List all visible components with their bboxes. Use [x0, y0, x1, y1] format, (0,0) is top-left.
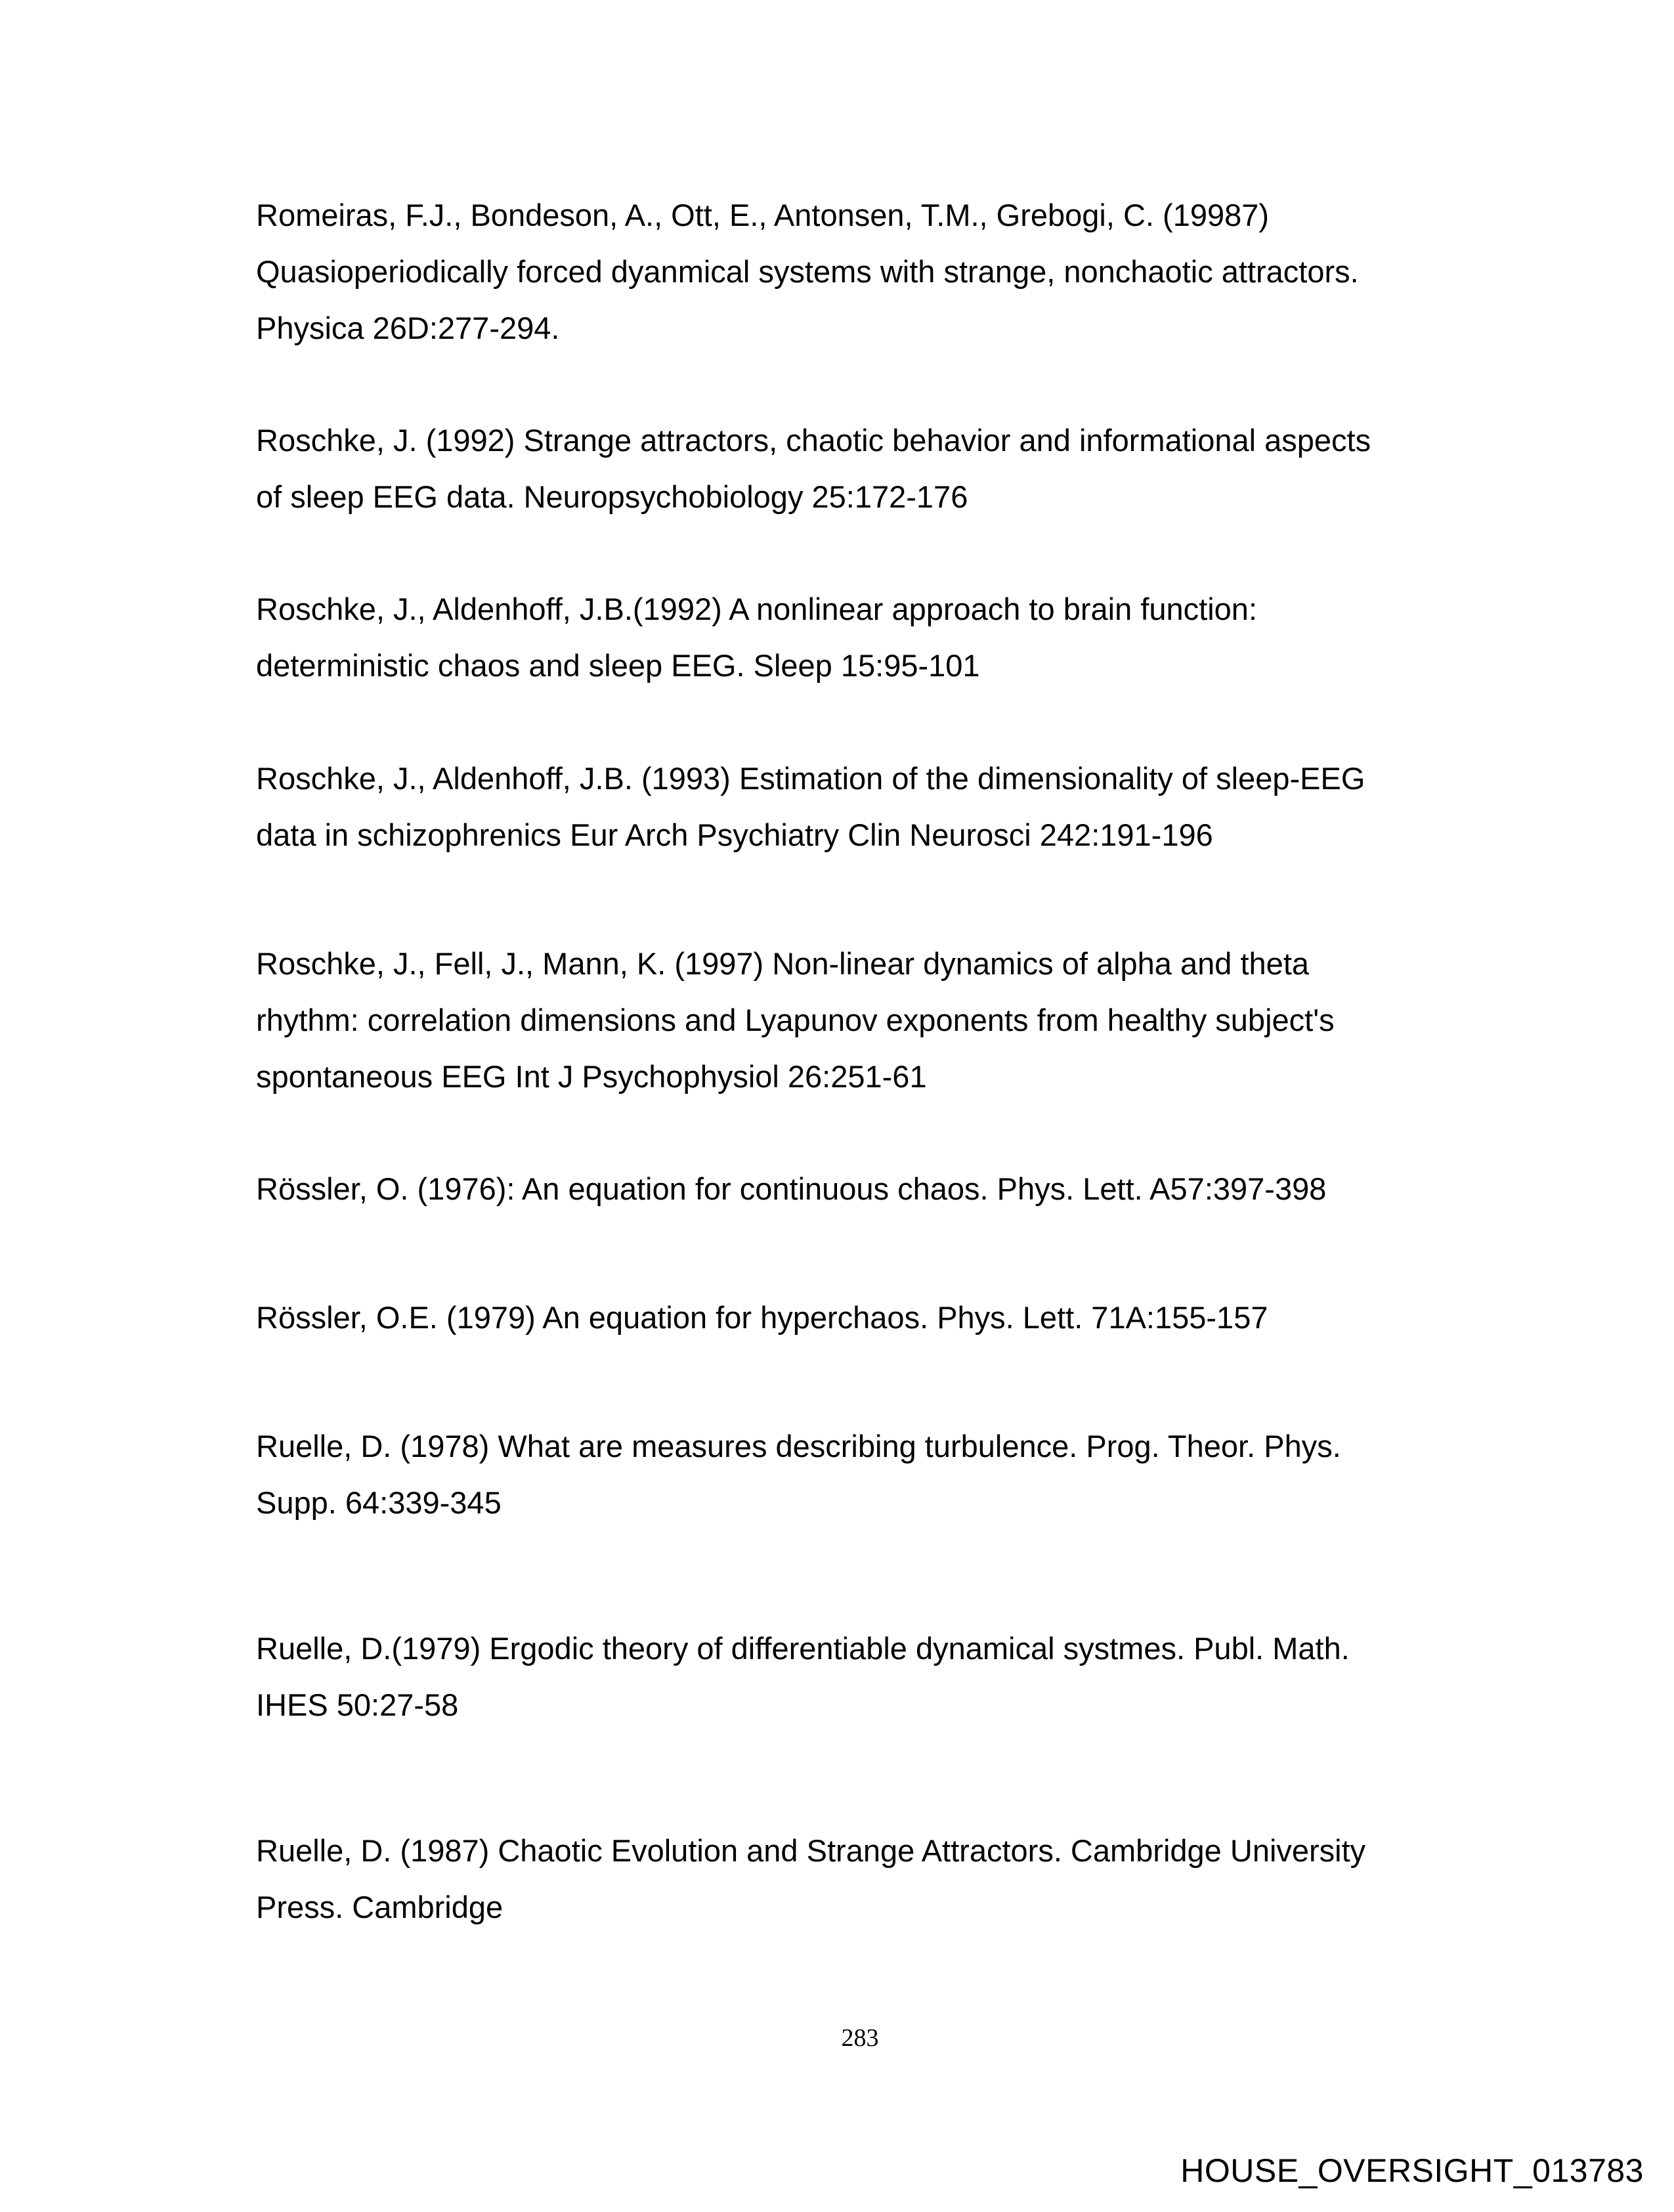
reference-entry: Ruelle, D.(1979) Ergodic theory of differentiable dynamical systmes. Publ. Math. IHES 50:27-58 — [256, 1631, 1350, 1722]
reference-entry: Ruelle, D. (1987) Chaotic Evolution and Strange Attractors. Cambridge University Press. Cambridge — [256, 1833, 1366, 1924]
bates-number: HOUSE_OVERSIGHT_013783 — [1180, 2152, 1644, 2189]
reference-entry: Roschke, J., Aldenhoff, J.B. (1993) Estimation of the dimensionality of sleep-EEG data in schizophrenics Eur Arch Psychiatry Clin Neurosci 242:191-196 — [256, 761, 1365, 852]
reference-entry: Roschke, J., Aldenhoff, J.B.(1992) A nonlinear approach to brain function: deterministic chaos and sleep EEG. Sleep 15:95-101 — [256, 592, 1257, 683]
reference-entry: Ruelle, D. (1978) What are measures describing turbulence. Prog. Theor. Phys. Supp. 64:339-345 — [256, 1429, 1341, 1520]
reference-entry: Rössler, O.E. (1979) An equation for hyperchaos. Phys. Lett. 71A:155-157 — [256, 1300, 1268, 1335]
reference-entry: Romeiras, F.J., Bondeson, A., Ott, E., Antonsen, T.M., Grebogi, C. (19987) Quasioperiodically forced dyanmical systems with strange, nonchaotic attractors. Physica 26D:277-294. — [256, 198, 1359, 345]
page-number: 283 — [841, 2024, 879, 2052]
reference-entry: Rössler, O. (1976): An equation for continuous chaos. Phys. Lett. A57:397-398 — [256, 1171, 1327, 1206]
reference-entry: Roschke, J., Fell, J., Mann, K. (1997) Non-linear dynamics of alpha and theta rhythm: correlation dimensions and Lyapunov exponents from healthy subject's spontaneous EEG Int J Psychophysiol 26:251-61 — [256, 946, 1335, 1094]
reference-entry: Roschke, J. (1992) Strange attractors, chaotic behavior and informational aspects of sleep EEG data. Neuropsychobiology 25:172-176 — [256, 423, 1371, 514]
